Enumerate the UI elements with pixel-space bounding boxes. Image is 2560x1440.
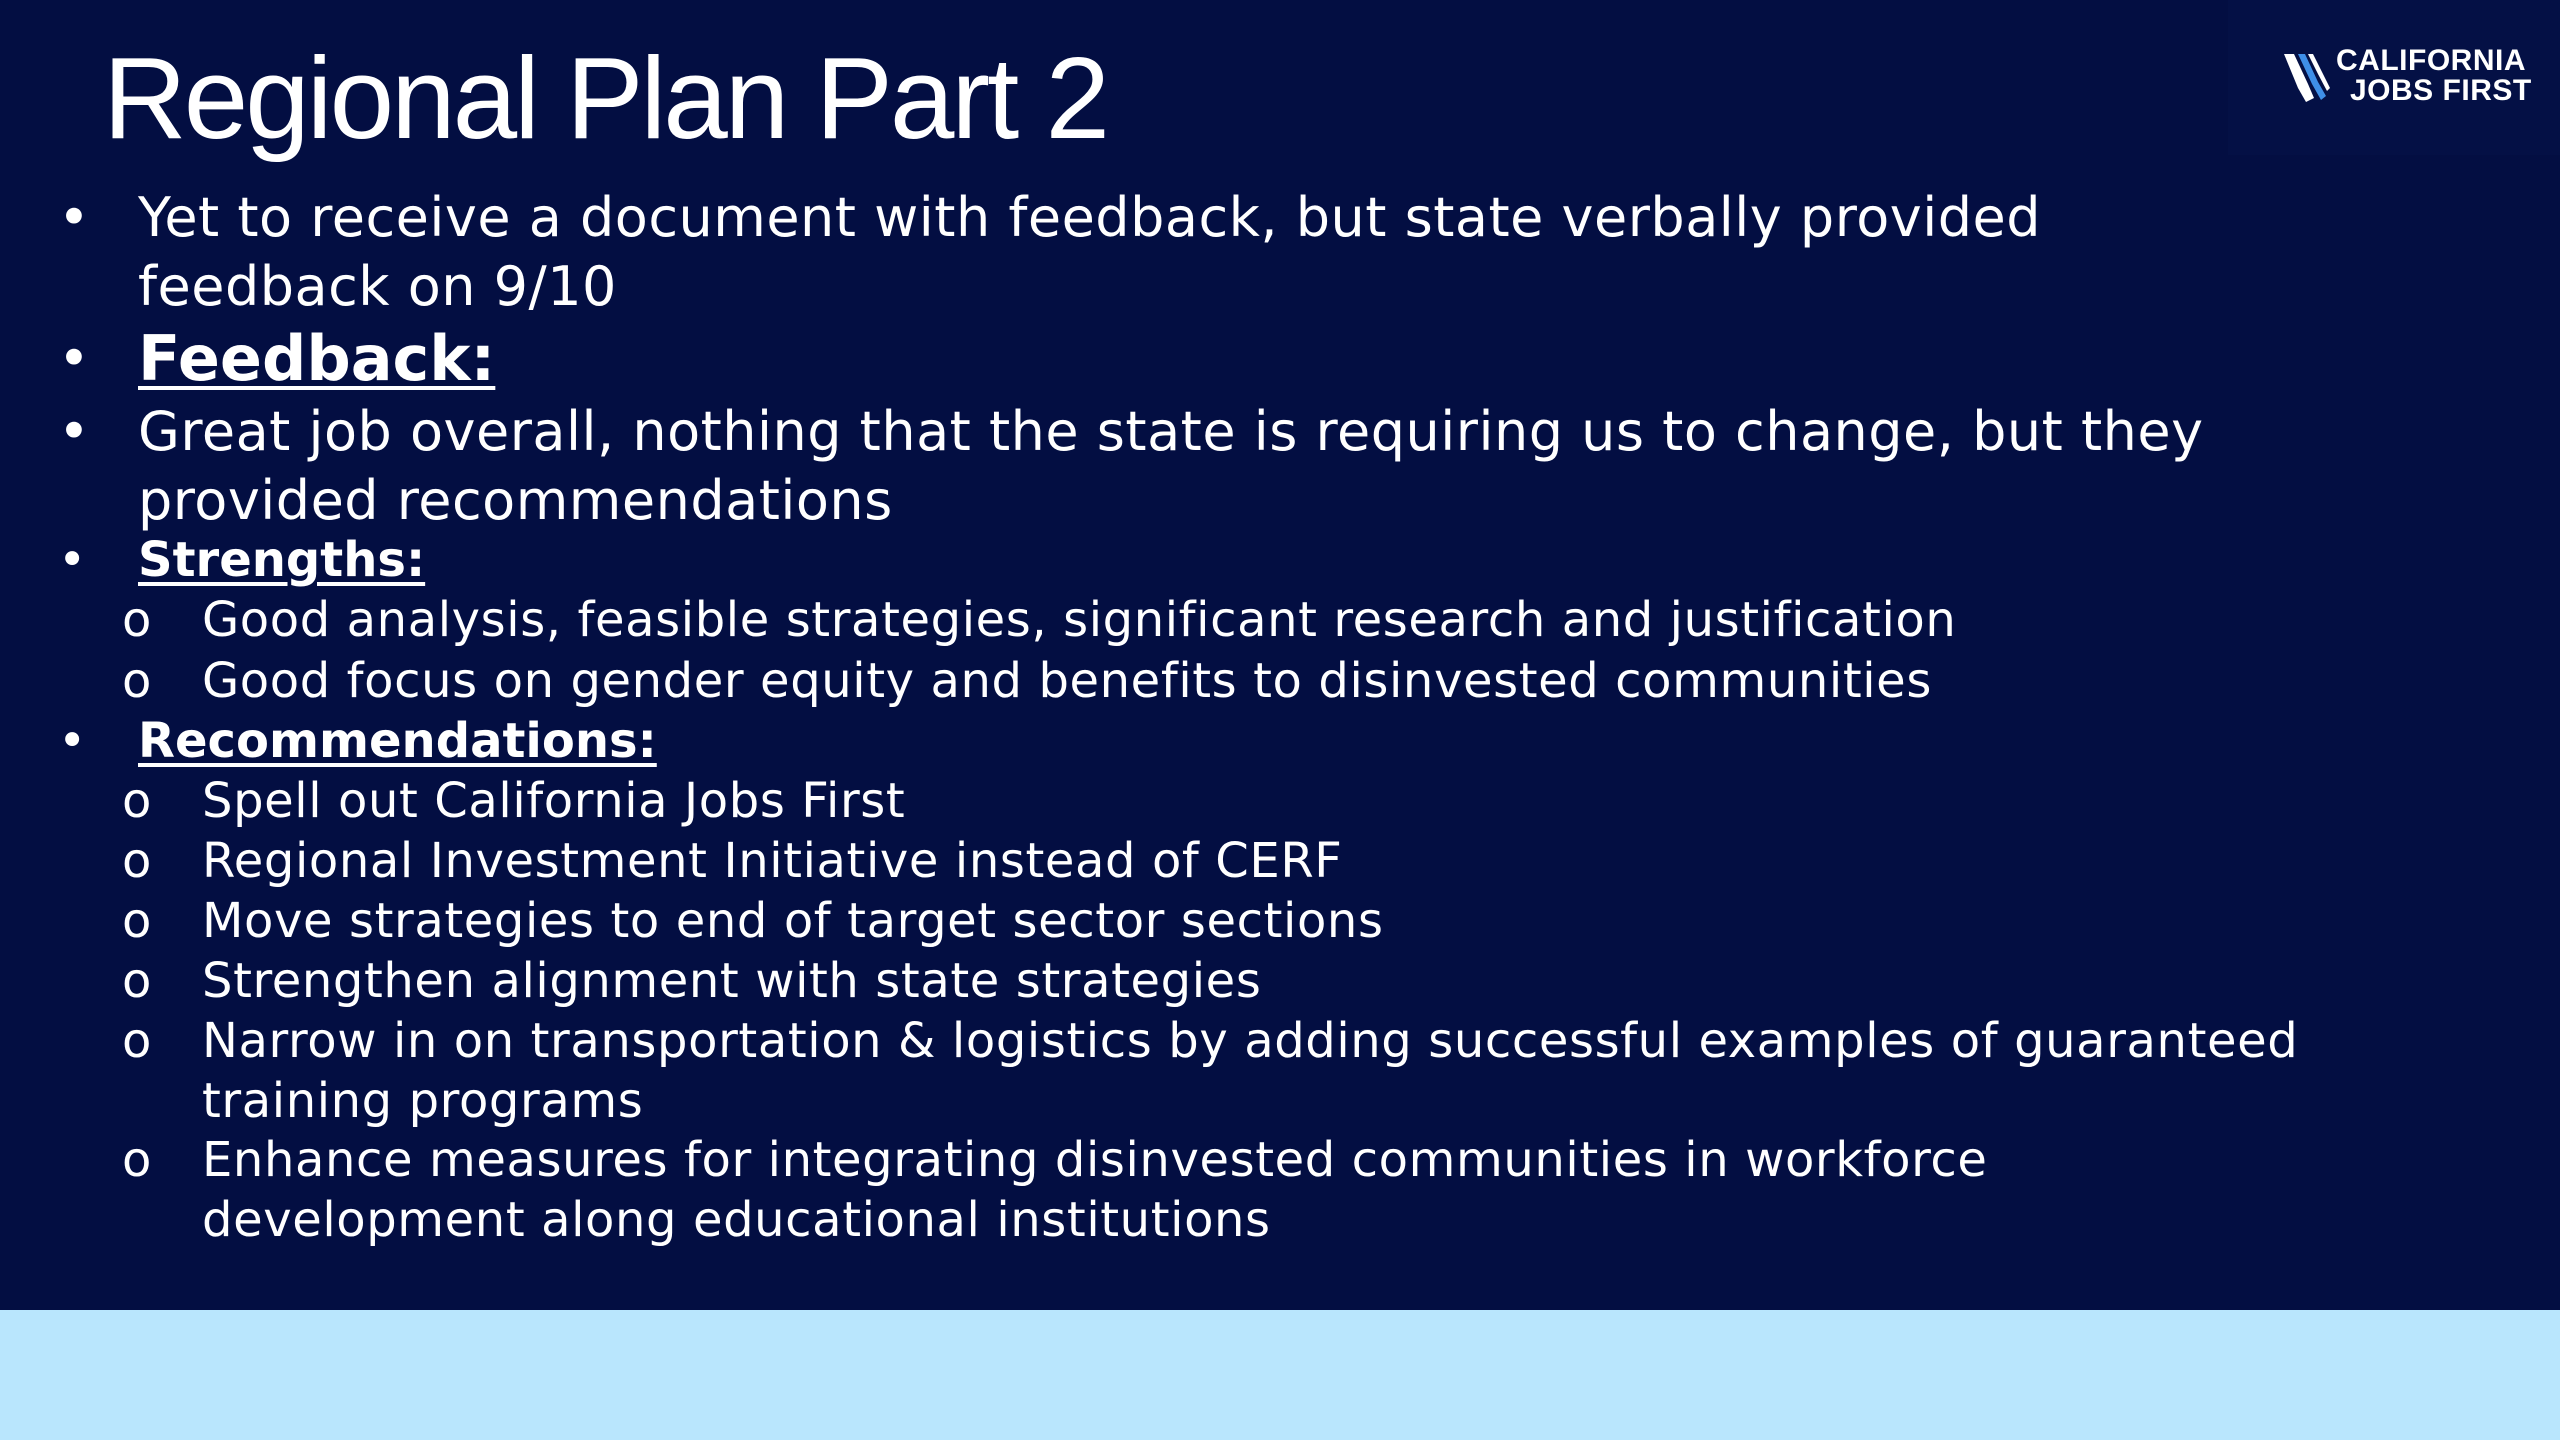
sub-bullet-marker: o: [122, 1013, 152, 1069]
bullet-marker: •: [58, 532, 87, 588]
bullet-marker: •: [58, 327, 91, 390]
item-text: Move strategies to end of target sector sections: [202, 893, 1384, 949]
item-text: Great job overall, nothing that the state is requiring us to change, but they provided recommendations: [138, 400, 2204, 532]
sub-bullet-marker: o: [122, 953, 152, 1009]
sub-bullet-marker: o: [122, 893, 152, 949]
item-text: Enhance measures for integrating disinvested communities in workforce development along educational institutions: [202, 1132, 1988, 1248]
item-text: Spell out California Jobs First: [202, 773, 906, 829]
sub-bullet-marker: o: [122, 833, 152, 889]
bottom-band: [0, 1310, 2560, 1440]
bullet-marker: •: [58, 400, 91, 463]
slide-title: Regional Plan Part 2: [103, 33, 1107, 163]
sub-bullet-marker: o: [122, 592, 152, 648]
logo-line-1: CALIFORNIA: [2336, 44, 2526, 77]
item-text: Good analysis, feasible strategies, significant research and justification: [202, 592, 1957, 648]
sub-bullet-marker: o: [122, 653, 152, 709]
california-jobs-first-logo: [2228, 0, 2560, 155]
sub-bullet-marker: o: [122, 773, 152, 829]
heading-text: Feedback:: [138, 322, 496, 395]
heading-text: Recommendations:: [138, 713, 657, 769]
logo-line-2: JOBS FIRST: [2350, 74, 2532, 107]
item-text: Strengthen alignment with state strategies: [202, 953, 1262, 1009]
california-state-outline-icon: [2278, 50, 2334, 106]
item-text: Good focus on gender equity and benefits to disinvested communities: [202, 653, 1932, 709]
sub-bullet-marker: o: [122, 1132, 152, 1188]
item-text: Regional Investment Initiative instead of CERF: [202, 833, 1343, 889]
heading-text: Strengths:: [138, 532, 426, 588]
logo-wordmark: [2336, 46, 2532, 106]
item-text: Narrow in on transportation & logistics by adding successful examples of guaranteed training programs: [202, 1013, 2299, 1129]
item-text: Yet to receive a document with feedback, but state verbally provided feedback on 9/10: [138, 186, 2041, 318]
bullet-marker: •: [58, 186, 91, 249]
bullet-marker: •: [58, 713, 87, 769]
